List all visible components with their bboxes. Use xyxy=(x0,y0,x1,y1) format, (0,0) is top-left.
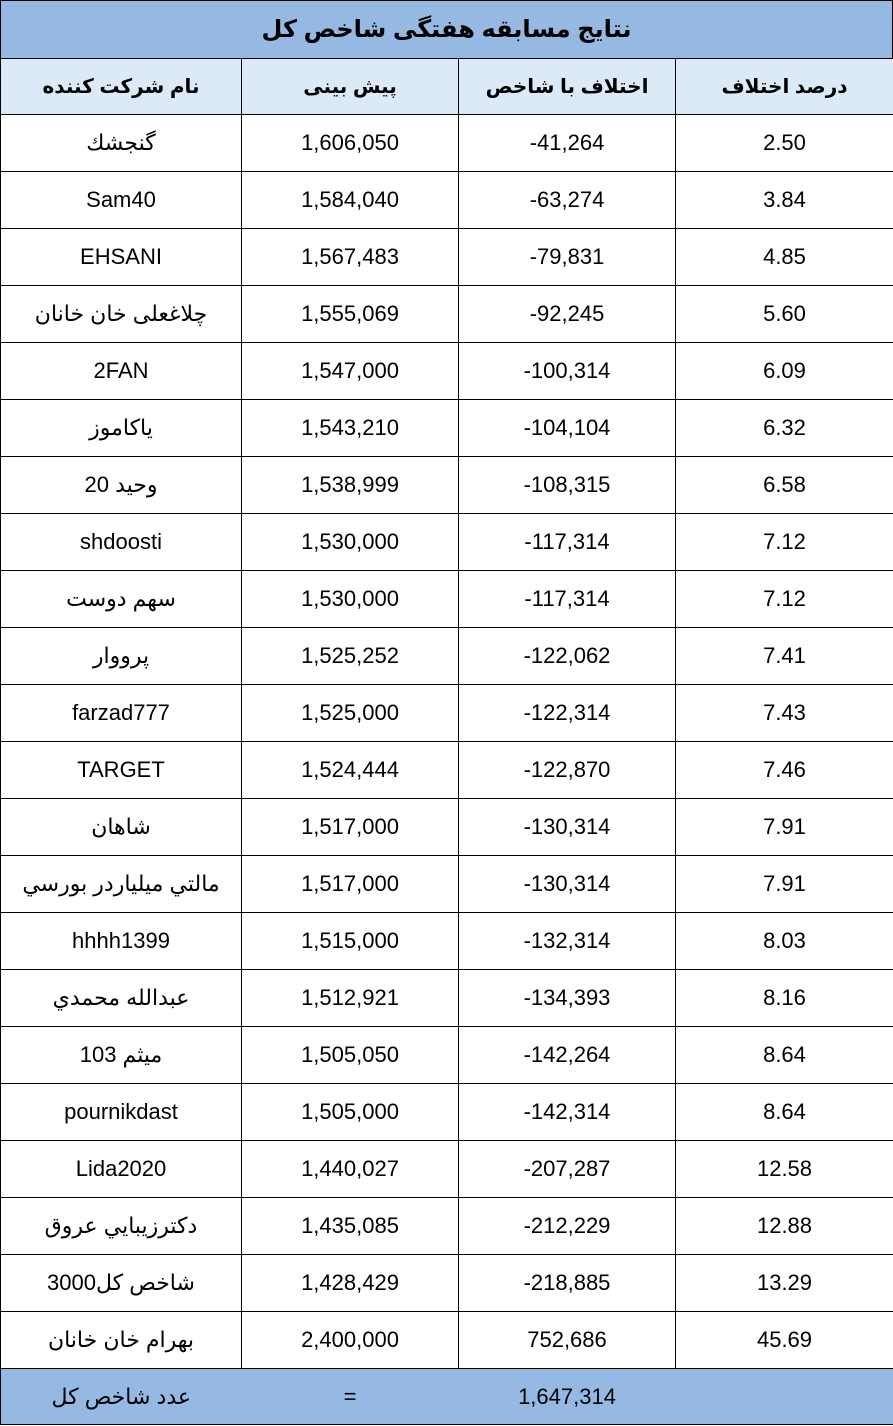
cell-prediction: 1,584,040 xyxy=(242,172,459,229)
table-row xyxy=(1,400,893,457)
cell-name: TARGET xyxy=(1,742,242,799)
footer-row xyxy=(1,1369,893,1425)
cell-prediction: 1,505,050 xyxy=(242,1027,459,1084)
cell-prediction: 1,555,069 xyxy=(242,286,459,343)
cell-prediction: 1,530,000 xyxy=(242,571,459,628)
cell-difference: 752,686 xyxy=(459,1312,676,1369)
cell-prediction: 1,524,444 xyxy=(242,742,459,799)
cell-prediction: 1,505,000 xyxy=(242,1084,459,1141)
cell-name: 2FAN xyxy=(1,343,242,400)
cell-difference: -79,831 xyxy=(459,229,676,286)
cell-name: Lida2020 xyxy=(1,1141,242,1198)
cell-percent: 2.50 xyxy=(676,115,893,172)
table-row xyxy=(1,1198,893,1255)
table-row xyxy=(1,1255,893,1312)
cell-prediction: 1,440,027 xyxy=(242,1141,459,1198)
cell-name: چلاغعلی خان خانان xyxy=(1,286,242,343)
cell-prediction: 1,515,000 xyxy=(242,913,459,970)
cell-name: گنجشك xyxy=(1,115,242,172)
cell-percent: 8.03 xyxy=(676,913,893,970)
table-row xyxy=(1,172,893,229)
header-difference: اختلاف با شاخص xyxy=(459,59,676,115)
table-row xyxy=(1,685,893,742)
cell-difference: -142,264 xyxy=(459,1027,676,1084)
table-row xyxy=(1,856,893,913)
cell-prediction: 1,525,252 xyxy=(242,628,459,685)
cell-percent: 8.16 xyxy=(676,970,893,1027)
cell-difference: -117,314 xyxy=(459,571,676,628)
cell-difference: -218,885 xyxy=(459,1255,676,1312)
cell-difference: -207,287 xyxy=(459,1141,676,1198)
footer-empty xyxy=(676,1369,893,1425)
cell-prediction: 1,525,000 xyxy=(242,685,459,742)
cell-name: pournikdast xyxy=(1,1084,242,1141)
cell-percent: 12.88 xyxy=(676,1198,893,1255)
header-name: نام شرکت کننده xyxy=(1,59,242,115)
table-row xyxy=(1,913,893,970)
cell-name: شاخص کل3000 xyxy=(1,1255,242,1312)
cell-prediction: 1,567,483 xyxy=(242,229,459,286)
cell-prediction: 2,400,000 xyxy=(242,1312,459,1369)
cell-prediction: 1,517,000 xyxy=(242,856,459,913)
footer-label: عدد شاخص کل xyxy=(1,1369,242,1425)
cell-name: وحید 20 xyxy=(1,457,242,514)
table-row xyxy=(1,115,893,172)
cell-difference: -130,314 xyxy=(459,856,676,913)
table-row xyxy=(1,1312,893,1369)
cell-percent: 6.32 xyxy=(676,400,893,457)
table-row xyxy=(1,628,893,685)
cell-percent: 12.58 xyxy=(676,1141,893,1198)
results-body xyxy=(1,115,893,1369)
cell-percent: 7.91 xyxy=(676,799,893,856)
cell-prediction: 1,428,429 xyxy=(242,1255,459,1312)
cell-name: EHSANI xyxy=(1,229,242,286)
cell-prediction: 1,547,000 xyxy=(242,343,459,400)
cell-difference: -63,274 xyxy=(459,172,676,229)
cell-name: میثم 103 xyxy=(1,1027,242,1084)
table-row xyxy=(1,1084,893,1141)
cell-prediction: 1,517,000 xyxy=(242,799,459,856)
cell-name: ياكاموز xyxy=(1,400,242,457)
table-row xyxy=(1,229,893,286)
cell-percent: 8.64 xyxy=(676,1027,893,1084)
cell-percent: 6.58 xyxy=(676,457,893,514)
results-table xyxy=(0,58,893,1425)
header-percent: درصد اختلاف xyxy=(676,59,893,115)
cell-prediction: 1,435,085 xyxy=(242,1198,459,1255)
cell-difference: -100,314 xyxy=(459,343,676,400)
cell-name: hhhh1399 xyxy=(1,913,242,970)
cell-percent: 6.09 xyxy=(676,343,893,400)
cell-percent: 7.41 xyxy=(676,628,893,685)
cell-percent: 7.43 xyxy=(676,685,893,742)
cell-difference: -104,104 xyxy=(459,400,676,457)
cell-difference: -122,062 xyxy=(459,628,676,685)
cell-name: بهرام خان خانان xyxy=(1,1312,242,1369)
cell-difference: -117,314 xyxy=(459,514,676,571)
cell-name: پرووار xyxy=(1,628,242,685)
cell-prediction: 1,512,921 xyxy=(242,970,459,1027)
cell-difference: -134,393 xyxy=(459,970,676,1027)
cell-percent: 13.29 xyxy=(676,1255,893,1312)
cell-difference: -212,229 xyxy=(459,1198,676,1255)
cell-percent: 8.64 xyxy=(676,1084,893,1141)
header-prediction: پیش بینی xyxy=(242,59,459,115)
cell-percent: 7.12 xyxy=(676,571,893,628)
cell-name: سهم دوست xyxy=(1,571,242,628)
table-row xyxy=(1,1141,893,1198)
sheet-title: نتايج مسابقه هفتگی شاخص کل xyxy=(0,0,893,59)
cell-percent: 4.85 xyxy=(676,229,893,286)
cell-percent: 7.91 xyxy=(676,856,893,913)
table-row xyxy=(1,742,893,799)
cell-percent: 5.60 xyxy=(676,286,893,343)
cell-name: عبدالله محمدي xyxy=(1,970,242,1027)
cell-difference: -92,245 xyxy=(459,286,676,343)
cell-percent: 3.84 xyxy=(676,172,893,229)
cell-name: farzad777 xyxy=(1,685,242,742)
cell-percent: 7.46 xyxy=(676,742,893,799)
cell-name: شاهان xyxy=(1,799,242,856)
cell-difference: -122,314 xyxy=(459,685,676,742)
table-row xyxy=(1,457,893,514)
header-row xyxy=(1,59,893,115)
cell-difference: -41,264 xyxy=(459,115,676,172)
cell-difference: -132,314 xyxy=(459,913,676,970)
table-row xyxy=(1,1027,893,1084)
cell-difference: -142,314 xyxy=(459,1084,676,1141)
table-row xyxy=(1,343,893,400)
cell-difference: -130,314 xyxy=(459,799,676,856)
cell-prediction: 1,606,050 xyxy=(242,115,459,172)
table-row xyxy=(1,970,893,1027)
cell-name: shdoosti xyxy=(1,514,242,571)
table-row xyxy=(1,799,893,856)
cell-prediction: 1,543,210 xyxy=(242,400,459,457)
table-row xyxy=(1,571,893,628)
cell-name: دكترزيبايي عروق xyxy=(1,1198,242,1255)
cell-percent: 45.69 xyxy=(676,1312,893,1369)
cell-prediction: 1,530,000 xyxy=(242,514,459,571)
cell-difference: -108,315 xyxy=(459,457,676,514)
cell-difference: -122,870 xyxy=(459,742,676,799)
table-row xyxy=(1,286,893,343)
footer-equals: = xyxy=(242,1369,459,1425)
table-row xyxy=(1,514,893,571)
cell-name: مالتي ميلياردر بورسي xyxy=(1,856,242,913)
cell-percent: 7.12 xyxy=(676,514,893,571)
footer-value: 1,647,314 xyxy=(459,1369,676,1425)
cell-prediction: 1,538,999 xyxy=(242,457,459,514)
cell-name: Sam40 xyxy=(1,172,242,229)
